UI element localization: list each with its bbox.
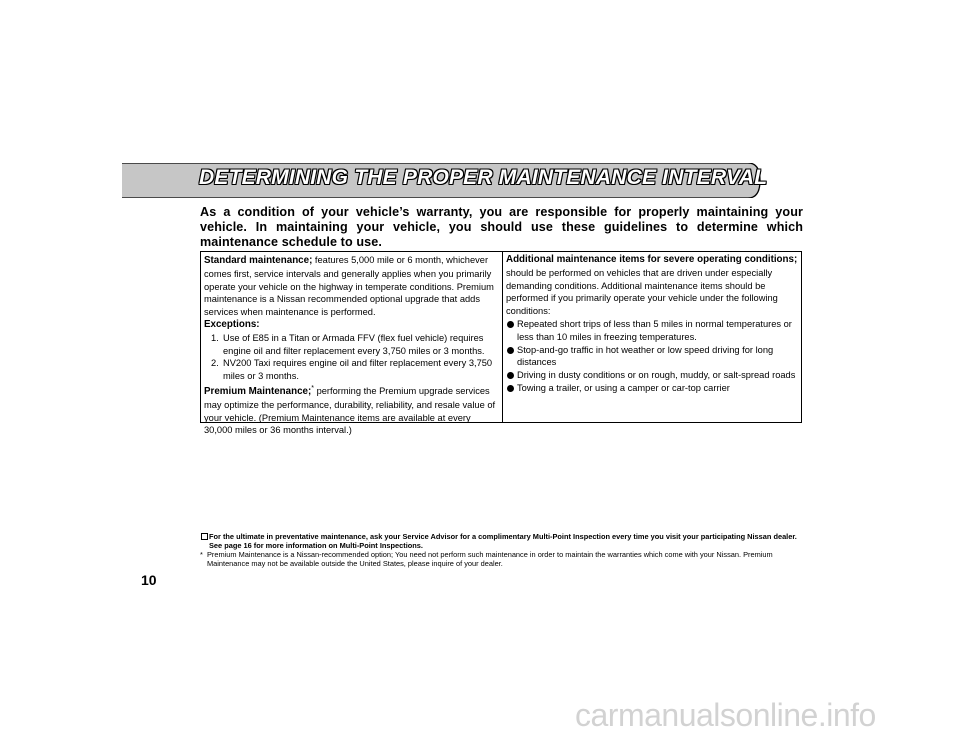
watermark: carmanualsonline.info	[575, 697, 876, 733]
exception-text: Use of E85 in a Titan or Armada FFV (flex fuel vehicle) requires engine oil and filter replacement every 3,750 miles or 3 months.	[223, 332, 485, 356]
severe-heading: Additional maintenance items for severe operating conditions;	[506, 254, 798, 265]
list-item-text: Driving in dusty conditions or on rough, muddy, or salt-spread roads	[517, 370, 796, 381]
checkbox-icon	[201, 533, 208, 540]
exception-number: 1.	[211, 332, 219, 343]
exception-item	[204, 357, 499, 383]
section-banner	[122, 163, 768, 198]
inspection-tip	[200, 532, 800, 550]
footnotes	[200, 532, 800, 568]
exception-item	[204, 332, 499, 358]
intro-paragraph: As a condition of your vehicle’s warranty, you are responsible for properly maintaining your vehicle. In maintaining your vehicle, you should use these guidelines to determine which maintenance schedule to use.	[200, 205, 803, 249]
premium-footnote	[200, 550, 800, 568]
premium-heading: Premium Maintenance;	[204, 386, 312, 398]
list-item	[506, 369, 798, 382]
severe-conditions-column	[503, 252, 801, 422]
list-item	[506, 382, 798, 395]
page-number: 10	[141, 572, 157, 588]
premium-maintenance-block	[204, 383, 499, 437]
list-item	[506, 318, 798, 344]
bullet-icon	[507, 347, 514, 354]
exception-number: 2.	[211, 358, 219, 369]
bullet-icon	[507, 321, 514, 328]
standard-text: features 5,000 mile or 6 month, whichever comes first, service intervals and generally applies when you primarily operate your vehicle on the highway in temperate conditions. Premium maintenance is a Nissan recommended optional upgrade that adds services when maintenance is performed.	[204, 255, 494, 318]
standard-heading: Standard maintenance;	[204, 255, 313, 266]
list-item-text: Towing a trailer, or using a camper or car-top carrier	[517, 382, 730, 393]
bullet-icon	[507, 372, 514, 379]
footnote-asterisk: *	[200, 550, 203, 559]
list-item	[506, 344, 798, 370]
exceptions-heading: Exceptions:	[204, 318, 260, 330]
maintenance-table	[200, 251, 802, 436]
premium-asterisk: *	[311, 384, 314, 392]
exception-text: NV200 Taxi requires engine oil and filter replacement every 3,750 miles or 3 months.	[223, 358, 493, 382]
premium-text: performing the Premium upgrade services may optimize the performance, durability, reliability, and resale value of your vehicle. (Premium Maintenance items are available at every 30,000 miles or 36 months interval.)	[204, 386, 496, 436]
standard-premium-column	[201, 252, 503, 436]
standard-maintenance-block	[204, 254, 499, 319]
list-item-text: Repeated short trips of less than 5 miles in normal temperatures or less than 10 miles in freezing temperatures.	[517, 318, 792, 342]
severe-text: should be performed on vehicles that are driven under especially demanding conditions. Additional maintenance items should be performed if you primarily operate your vehicle under the following conditions:	[506, 267, 778, 317]
bullet-icon	[507, 385, 514, 392]
page-title: DETERMINING THE PROPER MAINTENANCE INTERVAL	[199, 166, 768, 189]
inspection-tip-text: For the ultimate in preventative maintenance, ask your Service Advisor for a complimentary Multi-Point Inspection every time you visit your participating Nissan dealer. See page 16 for more information on Multi-Point Inspections.	[209, 532, 797, 550]
list-item-text: Stop-and-go traffic in hot weather or low speed driving for long distances	[517, 344, 774, 368]
premium-footnote-text: Premium Maintenance is a Nissan-recommended option; You need not perform such maintenance in order to maintain the warranties which come with your Nissan. Premium Maintenance may not be available outside the United States, please inquire of your dealer.	[207, 550, 773, 568]
